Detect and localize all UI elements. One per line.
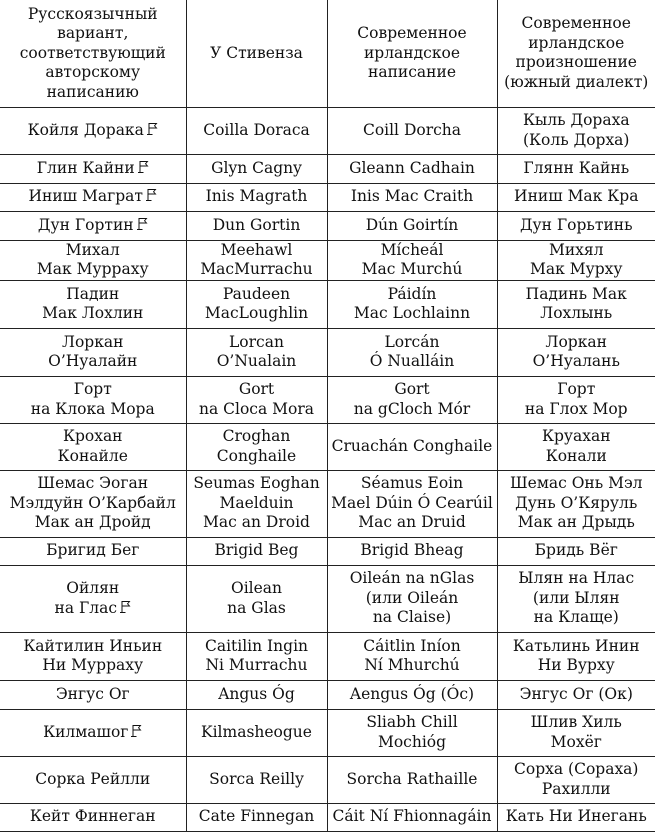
cell-line: Кайтилин Иньин xyxy=(23,636,163,655)
irish-spelling-cell xyxy=(327,537,497,565)
table-row xyxy=(0,240,655,280)
cell-line: Шемас Эоган xyxy=(37,474,149,493)
stephens-name-cell xyxy=(186,565,327,632)
irish-pronunciation-cell xyxy=(497,183,655,211)
cell-line: Мак ан Дройд xyxy=(34,513,151,532)
cell-line: Gleann Cadhain xyxy=(349,158,475,177)
irish-pronunciation-cell xyxy=(497,803,655,831)
cell-line: Мак Лохлин xyxy=(42,304,144,322)
place-flag-icon xyxy=(138,160,149,175)
irish-pronunciation-cell xyxy=(497,632,655,680)
cell-line: Inis Mac Craith xyxy=(350,187,474,206)
cell-line: Бригид Бег xyxy=(46,541,140,560)
cell-line: Kilmasheogue xyxy=(201,722,312,741)
irish-spelling-cell xyxy=(327,423,497,470)
cell-line: написание xyxy=(368,63,456,81)
cell-line: Кыль Дораха xyxy=(522,111,630,129)
cell-line: Sliabh Chill xyxy=(366,713,458,731)
cell-line: Дунь О’Кяруль xyxy=(515,493,638,512)
cell-line: Dún Goirtín xyxy=(365,215,459,234)
table-row xyxy=(0,632,655,680)
cell-line: вариант, xyxy=(57,24,129,42)
cell-line: Михал xyxy=(65,240,120,259)
russian-name-cell xyxy=(0,709,186,756)
cell-line: Рахилли xyxy=(541,779,611,798)
cell-line: Ни Мурраху xyxy=(42,656,144,674)
cell-line: Катьлинь Инин xyxy=(512,636,640,655)
cell-line: Падин xyxy=(66,284,120,303)
table-row xyxy=(0,803,655,831)
header-modern-irish-spelling xyxy=(327,0,497,107)
cell-line: Ойлян xyxy=(66,579,120,597)
cell-line: У Стивенза xyxy=(210,43,303,62)
stephens-name-cell xyxy=(186,328,327,376)
cell-line: Падинь Мак xyxy=(525,284,627,303)
stephens-name-cell xyxy=(186,803,327,831)
table-row xyxy=(0,376,655,423)
table-row xyxy=(0,328,655,376)
irish-spelling-cell xyxy=(327,240,497,280)
cell-line: на Клаще) xyxy=(533,608,619,627)
cell-line: Mac an Druid xyxy=(358,513,466,532)
russian-name-cell xyxy=(0,803,186,831)
cell-line: MacMurrachu xyxy=(200,260,313,278)
cell-line: Cáit Ní Fhionnagáin xyxy=(332,807,492,826)
stephens-name-cell xyxy=(186,537,327,565)
irish-spelling-cell xyxy=(327,328,497,376)
cell-line: Шлив Хиль xyxy=(530,713,622,731)
cell-line: О’Нуалайн xyxy=(48,352,138,370)
cell-line: Мак ан Дрыдь xyxy=(517,513,635,532)
cell-line: Croghan xyxy=(222,427,291,445)
cell-line: Coill Dorcha xyxy=(362,120,462,139)
cell-line: Ылян на Нлас xyxy=(518,569,635,588)
cell-line: Лоркан xyxy=(545,332,607,351)
cell-line: Энгус Ог (Ок) xyxy=(519,684,633,703)
russian-name-cell xyxy=(0,565,186,632)
cell-line: Seumas Eoghan xyxy=(193,474,320,493)
table-row xyxy=(0,709,655,756)
stephens-name-cell xyxy=(186,107,327,154)
cell-line: Глин Кайни xyxy=(3,159,183,179)
cell-line: Cate Finnegan xyxy=(198,807,315,826)
cell-line: Конали xyxy=(545,446,607,465)
cell-line: Иниш Маграт xyxy=(3,187,183,207)
russian-name-cell xyxy=(0,376,186,423)
irish-pronunciation-cell xyxy=(497,376,655,423)
cell-line: na Glas xyxy=(227,598,286,617)
cell-line: О’Нуалань xyxy=(532,352,620,370)
stephens-name-cell xyxy=(186,423,327,470)
stephens-name-cell xyxy=(186,632,327,680)
table-row xyxy=(0,211,655,240)
cell-line: Мохёг xyxy=(550,732,602,751)
irish-spelling-cell xyxy=(327,632,497,680)
header-russian xyxy=(0,0,186,107)
cell-line: Séamus Eoin xyxy=(360,474,464,493)
cell-line: Inis Magrath xyxy=(205,187,308,206)
cell-line: Горт xyxy=(557,380,596,398)
place-flag-icon xyxy=(147,122,158,137)
cell-line: Ni Murrachu xyxy=(205,656,308,674)
cell-line: Brigid Beg xyxy=(214,541,299,560)
cell-line: Aengus Óg (Óc) xyxy=(349,684,475,703)
cell-line: Мэлдуйн О’Карбайл xyxy=(9,493,176,512)
cell-line: Ó Nualláin xyxy=(369,352,455,370)
cell-line: (Коль Дорха) xyxy=(523,130,630,149)
cell-line: na Cloca Mora xyxy=(198,399,314,418)
cell-line: ирландское xyxy=(363,43,461,62)
cell-line: Maelduin xyxy=(219,493,294,512)
russian-name-cell xyxy=(0,183,186,211)
stephens-name-cell xyxy=(186,680,327,709)
stephens-name-cell xyxy=(186,280,327,328)
stephens-name-cell xyxy=(186,470,327,537)
cell-line: Конайле xyxy=(57,446,128,465)
russian-name-cell xyxy=(0,211,186,240)
cell-line: Cruachán Conghaile xyxy=(331,436,493,455)
place-flag-icon xyxy=(137,217,148,232)
cell-line: Килмашог xyxy=(3,723,183,743)
cell-line: Mael Dúin Ó Cearúil xyxy=(331,493,493,512)
cell-line: авторскому xyxy=(45,63,141,81)
cell-line: Лоркан xyxy=(62,332,124,351)
cell-line: на Клока Мора xyxy=(30,399,155,418)
irish-spelling-cell xyxy=(327,154,497,183)
irish-pronunciation-cell xyxy=(497,756,655,803)
cell-line: Ни Вурху xyxy=(537,656,615,674)
cell-line: Caitilin Ingin xyxy=(204,636,309,655)
russian-name-cell xyxy=(0,240,186,280)
place-flag-icon xyxy=(146,188,157,203)
header-stephens xyxy=(186,0,327,107)
cell-line: Mac Lochlainn xyxy=(353,304,471,322)
cell-line: MacLoughlin xyxy=(204,304,309,322)
cell-line: Meehawl xyxy=(220,240,293,259)
cell-line: на Глас xyxy=(3,599,183,619)
irish-pronunciation-cell xyxy=(497,154,655,183)
cell-line: Русскоязычный xyxy=(27,4,158,23)
cell-line: Шемас Онь Мэл xyxy=(509,474,643,493)
table-row xyxy=(0,470,655,537)
cell-line: Sorca Reilly xyxy=(209,769,304,788)
stephens-name-cell xyxy=(186,240,327,280)
irish-spelling-cell xyxy=(327,709,497,756)
cell-line: Conghaile xyxy=(216,446,297,465)
russian-name-cell xyxy=(0,280,186,328)
irish-pronunciation-cell xyxy=(497,565,655,632)
cell-line: Cáitlin Iníon xyxy=(363,636,461,655)
cell-line: (южный диалект) xyxy=(504,72,649,91)
stephens-name-cell xyxy=(186,376,327,423)
cell-line: Angus Óg xyxy=(218,684,295,703)
russian-name-cell xyxy=(0,328,186,376)
irish-spelling-cell xyxy=(327,183,497,211)
cell-line: Современное xyxy=(357,24,467,42)
place-flag-icon xyxy=(120,600,131,615)
cell-line: Brigid Bheag xyxy=(360,541,464,560)
russian-name-cell xyxy=(0,680,186,709)
russian-name-cell xyxy=(0,537,186,565)
table-row xyxy=(0,154,655,183)
cell-line: Oileán na nGlas xyxy=(349,569,475,588)
cell-line: Мак Мурраху xyxy=(36,260,149,278)
cell-line: Сорха (Сораха) xyxy=(514,760,639,778)
cell-line: (или Ылян xyxy=(532,588,620,607)
cell-line: Иниш Мак Кра xyxy=(514,187,639,206)
cell-line: Койля Дорака xyxy=(3,121,183,141)
cell-line: Sorcha Rathaille xyxy=(346,769,478,788)
cell-line: Крохан xyxy=(62,427,123,445)
cell-line: Lorcan xyxy=(229,332,284,351)
russian-name-cell xyxy=(0,107,186,154)
table-row xyxy=(0,756,655,803)
cell-line: Круахан xyxy=(541,427,611,445)
irish-pronunciation-cell xyxy=(497,470,655,537)
cell-line: написанию xyxy=(46,82,139,101)
table-row xyxy=(0,537,655,565)
cell-line: Oilean xyxy=(230,579,283,597)
irish-pronunciation-cell xyxy=(497,709,655,756)
irish-pronunciation-cell xyxy=(497,680,655,709)
cell-line: Лохлынь xyxy=(540,304,613,322)
russian-name-cell xyxy=(0,423,186,470)
irish-spelling-cell xyxy=(327,470,497,537)
cell-line: Михял xyxy=(548,240,604,259)
russian-name-cell xyxy=(0,470,186,537)
cell-line: O’Nualain xyxy=(216,352,297,370)
irish-pronunciation-cell xyxy=(497,423,655,470)
cell-line: Coilla Doraca xyxy=(203,120,310,139)
irish-pronunciation-cell xyxy=(497,328,655,376)
irish-pronunciation-cell xyxy=(497,280,655,328)
irish-spelling-cell xyxy=(327,756,497,803)
irish-pronunciation-cell xyxy=(497,537,655,565)
irish-spelling-cell xyxy=(327,211,497,240)
stephens-name-cell xyxy=(186,756,327,803)
russian-name-cell xyxy=(0,154,186,183)
cell-line: произношение xyxy=(515,53,637,72)
table-body xyxy=(0,107,655,831)
cell-line: Dun Gortin xyxy=(212,215,301,234)
cell-line: Ní Mhurchú xyxy=(364,656,460,674)
cell-line: Энгус Ог xyxy=(55,684,130,703)
cell-line: (или Oileán xyxy=(365,588,459,607)
cell-line: Mochióg xyxy=(377,732,447,751)
stephens-name-cell xyxy=(186,183,327,211)
cell-line: на Глох Мор xyxy=(524,399,628,418)
cell-line: na gCloch Mór xyxy=(353,399,471,418)
cell-line: Мак Мурху xyxy=(529,260,623,278)
table-row xyxy=(0,680,655,709)
irish-spelling-cell xyxy=(327,565,497,632)
cell-line: Современное xyxy=(521,14,631,33)
irish-spelling-cell xyxy=(327,280,497,328)
russian-name-cell xyxy=(0,756,186,803)
cell-line: Gort xyxy=(394,380,430,398)
cell-line: Glyn Cagny xyxy=(211,158,302,177)
irish-pronunciation-cell xyxy=(497,240,655,280)
cell-line: Сорка Рейлли xyxy=(35,769,151,788)
cell-line: Кейт Финнеган xyxy=(29,807,156,826)
irish-pronunciation-cell xyxy=(497,107,655,154)
table-row xyxy=(0,565,655,632)
cell-line: Кать Ни Инегань xyxy=(505,807,647,826)
cell-line: Mac an Droid xyxy=(203,513,310,532)
table-header xyxy=(0,0,655,107)
stephens-name-cell xyxy=(186,211,327,240)
cell-line: Дун Гортин xyxy=(3,216,183,236)
header-modern-irish-pronunciation xyxy=(497,0,655,107)
irish-spelling-cell xyxy=(327,376,497,423)
cell-line: Глянн Кайнь xyxy=(523,158,630,177)
cell-line: Mac Murchú xyxy=(361,260,463,278)
cell-line: Gort xyxy=(238,380,275,398)
irish-spelling-cell xyxy=(327,803,497,831)
cell-line: ирландское xyxy=(528,33,625,52)
table-row xyxy=(0,107,655,154)
cell-line: Páidín xyxy=(387,284,437,303)
cell-line: Lorcán xyxy=(384,332,440,351)
irish-spelling-cell xyxy=(327,107,497,154)
place-flag-icon xyxy=(131,724,142,739)
stephens-name-cell xyxy=(186,154,327,183)
irish-spelling-cell xyxy=(327,680,497,709)
cell-line: Paudeen xyxy=(222,284,291,303)
stephens-name-cell xyxy=(186,709,327,756)
table-row xyxy=(0,183,655,211)
russian-name-cell xyxy=(0,632,186,680)
cell-line: Горт xyxy=(73,380,112,398)
cell-line: na Claise) xyxy=(372,608,452,627)
cell-line: Mícheál xyxy=(380,240,444,259)
table-row xyxy=(0,423,655,470)
cell-line: Дун Горьтинь xyxy=(519,215,633,234)
table-row xyxy=(0,280,655,328)
irish-pronunciation-cell xyxy=(497,211,655,240)
cell-line: соответствующий xyxy=(19,43,166,62)
cell-line: Бридь Вёг xyxy=(534,541,618,560)
